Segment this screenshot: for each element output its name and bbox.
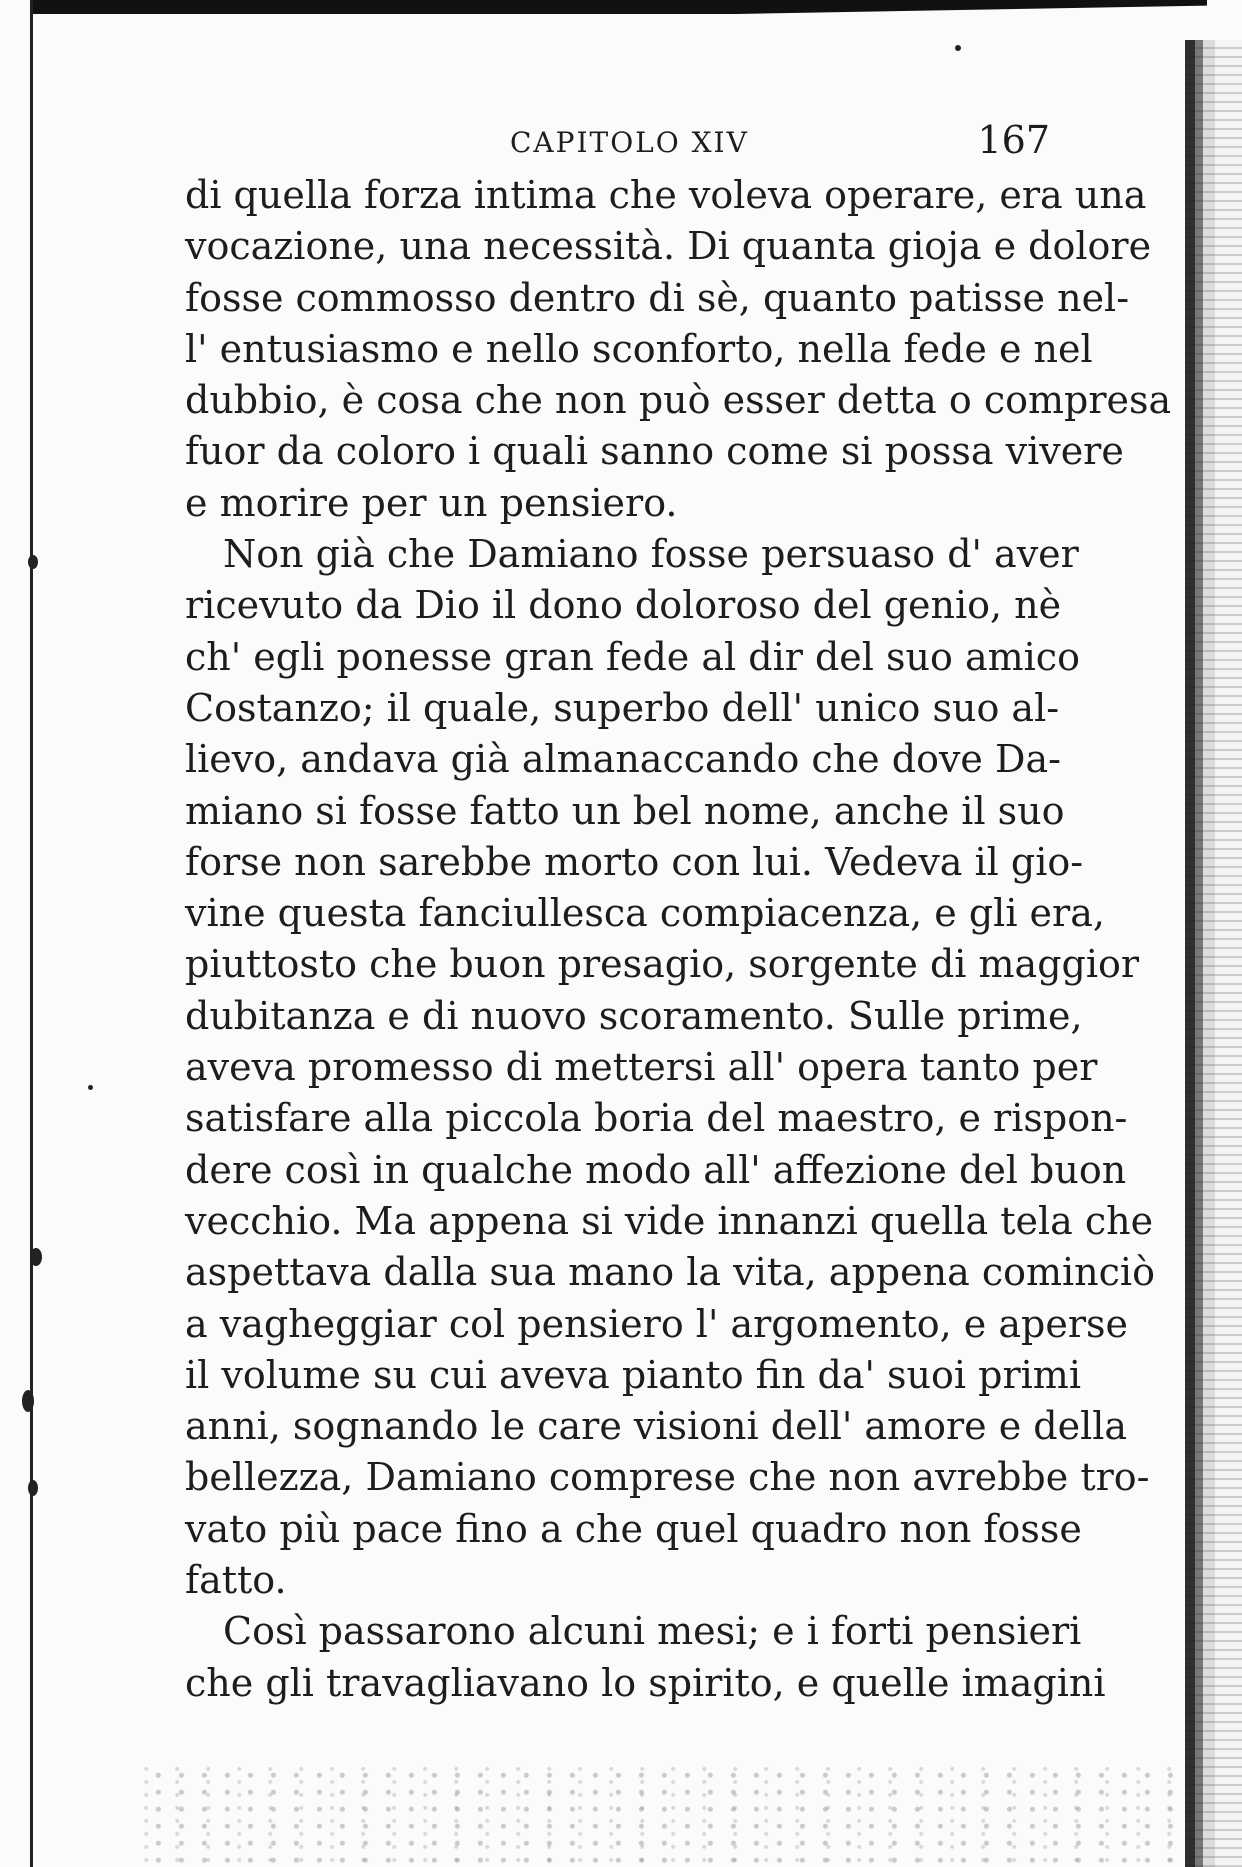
- chapter-heading: CAPITOLO XIV: [510, 126, 749, 159]
- scan-right-edge: [1185, 40, 1242, 1867]
- body-text: [185, 170, 1172, 1709]
- text-line: anni, sognando le care visioni dell' amore e della: [185, 1404, 1128, 1449]
- text-line: Costanzo; il quale, superbo dell' unico suo al-: [185, 685, 1060, 730]
- text-line: vocazione, una necessità. Di quanta gioja e dolore: [185, 224, 1152, 269]
- text-line: a vagheggiar col pensiero l' argomento, e aperse: [185, 1301, 1128, 1346]
- scan-speck: [955, 45, 961, 51]
- scan-speck: [88, 1085, 93, 1090]
- text-line: vato più pace fino a che quel quadro non fosse: [185, 1506, 1082, 1551]
- text-line: dubbio, è cosa che non può esser detta o compresa: [185, 378, 1172, 423]
- text-line: forse non sarebbe morto con lui. Vedeva il gio-: [185, 839, 1084, 884]
- scan-speck: [22, 1390, 34, 1412]
- scan-speck: [28, 1480, 38, 1496]
- scan-noise: [140, 1765, 1190, 1865]
- text-line: che gli travagliavano lo spirito, e quelle imagini: [185, 1660, 1106, 1705]
- text-line: aveva promesso di mettersi all' opera tanto per: [185, 1045, 1098, 1090]
- text-line: fatto.: [185, 1558, 287, 1603]
- text-line: l' entusiasmo e nello sconforto, nella fede e nel: [185, 326, 1093, 371]
- text-line: fuor da coloro i quali sanno come si possa vivere: [185, 429, 1124, 474]
- scan-speck: [28, 555, 38, 569]
- text-line: satisfare alla piccola boria del maestro, e rispon-: [185, 1096, 1128, 1141]
- text-line: miano si fosse fatto un bel nome, anche il suo: [185, 788, 1065, 833]
- scan-speck: [30, 1248, 42, 1266]
- text-line: di quella forza intima che voleva operare, era una: [185, 173, 1147, 217]
- text-line: aspettava dalla sua mano la vita, appena cominciò: [185, 1250, 1155, 1295]
- text-line: fosse commosso dentro di sè, quanto patisse nel-: [185, 275, 1130, 320]
- text-line: ricevuto da Dio il dono doloroso del genio, nè: [185, 583, 1062, 628]
- text-line: dere così in qualche modo all' affezione del buon: [185, 1147, 1127, 1192]
- running-head: [185, 120, 1050, 168]
- text-line: vecchio. Ma appena si vide innanzi quella tela che: [185, 1198, 1154, 1243]
- scan-left-edge: [30, 0, 38, 1867]
- scan-top-edge: [32, 0, 1207, 14]
- text-line: e morire per un pensiero.: [185, 480, 678, 525]
- text-line: vine questa fanciullesca compiacenza, e gli era,: [185, 891, 1105, 936]
- text-line: bellezza, Damiano comprese che non avrebbe tro-: [185, 1455, 1150, 1500]
- text-line: piuttosto che buon presagio, sorgente di maggior: [185, 942, 1140, 987]
- text-line: Così passarono alcuni mesi; e i forti pensieri: [223, 1609, 1082, 1654]
- text-line: lievo, andava già almanaccando che dove Da-: [185, 737, 1061, 782]
- text-line: dubitanza e di nuovo scoramento. Sulle prime,: [185, 993, 1083, 1038]
- text-line: Non già che Damiano fosse persuaso d' aver: [223, 532, 1079, 577]
- page-number: 167: [977, 118, 1050, 162]
- text-line: ch' egli ponesse gran fede al dir del suo amico: [185, 634, 1080, 679]
- text-line: il volume su cui aveva pianto fin da' suoi primi: [185, 1352, 1081, 1397]
